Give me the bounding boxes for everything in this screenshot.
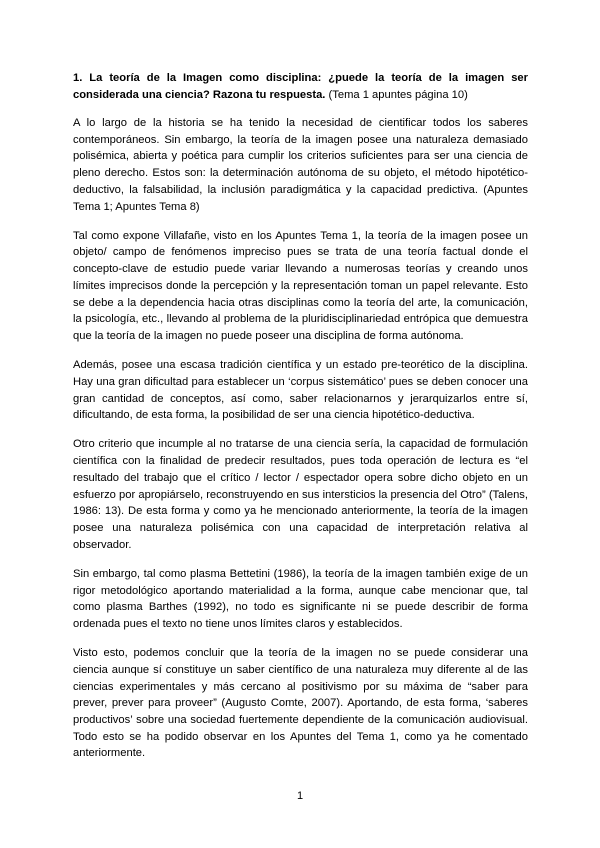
paragraph-3: Además, posee una escasa tradición científica y un estado pre-teorético de la disciplina. Hay una gran dificultad para establecer un ‘corpus sistemático’ pues se deben conocer una gran cantidad de conceptos, así como, saber relacionarnos y jerarquizarlos entre sí, dificultando, de esta forma, la posibilidad de ser una ciencia hipotético-deductiva. <box>73 359 528 422</box>
paragraph-2: Tal como expone Villafañe, visto en los Apuntes Tema 1, la teoría de la imagen posee un objeto/ campo de fenómenos impreciso pues se trata de una teoría factual donde el concepto-clave de estudio puede variar llevando a numerosas teorías y creando unos límites imprecisos donde la percepción y la representación toman un papel relevante. Esto se debe a la dependencia hacia otras disciplinas como la teoría del arte, la comunicación, la psicología, etc., llevando al problema de la pluridisciplinariedad entrópica que demuestra que la teoría de la imagen no puede poseer una disciplina de forma autónoma. <box>73 229 528 342</box>
paragraph-5: Sin embargo, tal como plasma Bettetini (1986), la teoría de la imagen también exige de un rigor metodológico aportando materialidad a la forma, aunque cabe mencionar que, tal como plasma Barthes (1992), no todo es significante ni se puede describir de forma ordenada pues el texto no tiene unos límites claros y establecidos. <box>73 567 528 630</box>
paragraph-1: A lo largo de la historia se ha tenido la necesidad de cientificar todos los saberes contemporáneos. Sin embargo, la teoría de la imagen posee una naturaleza demasiado polisémica, abierta y poética para cumplir los criterios suficientes para ser una ciencia de pleno derecho. Estos son: la determinación autónoma de su objeto, el método hipotético-deductivo, la falsabilidad, la inclusión paradigmática y la capacidad predictiva. (Apuntes Tema 1; Apuntes Tema 8) <box>73 117 528 213</box>
question-heading <box>73 70 528 104</box>
paragraph-6: Visto esto, podemos concluir que la teoría de la imagen no se puede considerar una ciencia aunque sí constituye un saber científico de una naturaleza muy diferente al de las ciencias experimentales y más cercano al positivismo por su máxima de “saber para prever, prever para proveer” (Augusto Comte, 2007). Aportando, de esta forma, ‘saberes productivos’ sobre una sociedad fuertemente dependiente de la comunicación audiovisual. Todo esto se ha podido observar en los Apuntes del Tema 1, como ya he comentado anteriormente. <box>73 647 528 760</box>
question-text: 1. La teoría de la Imagen como disciplina: ¿puede la teoría de la imagen ser considerada una ciencia? Razona tu respuesta. <box>73 72 528 101</box>
question-reference: (Tema 1 apuntes página 10) <box>328 89 468 101</box>
document-page <box>73 70 528 775</box>
paragraph-4: Otro criterio que incumple al no tratarse de una ciencia sería, la capacidad de formulación científica con la finalidad de predecir resultados, pues toda operación de lectura es “el resultado del trabajo que el crítico / lector / espectador opera sobre dicho objeto en un esfuerzo por apropiárselo, reconstruyendo en sus intersticios la presencia del Otro” (Talens, 1986: 13). De esta forma y como ya he mencionado anteriormente, la teoría de la imagen posee una naturaleza polisémica con una capacidad de interpretación relativa al observador. <box>73 438 528 551</box>
page-number: 1 <box>296 790 304 802</box>
